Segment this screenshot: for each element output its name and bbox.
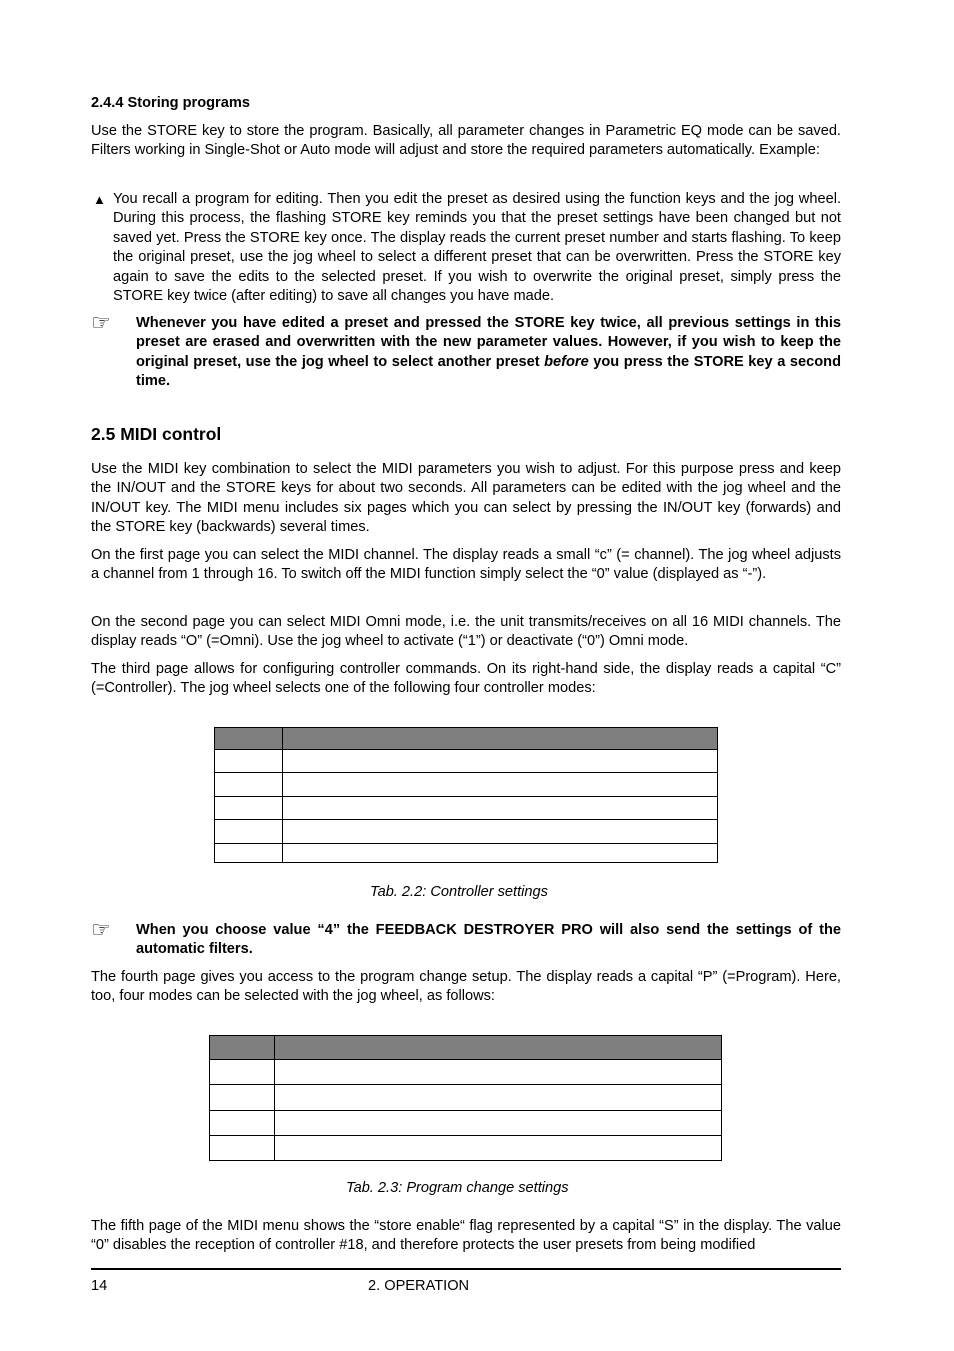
store-warning-text-end: you press the STORE key a second time. <box>136 353 841 390</box>
store-warning-note <box>136 314 841 392</box>
table-cell <box>283 750 718 773</box>
table-header-cell <box>210 1036 275 1060</box>
store-enable-paragraph: The fifth page of the MIDI menu shows the “store enable“ flag represented by a capital “S” in the display. The value “0” disables the reception of controller #18, and therefore protects the user presets from being modified <box>91 1218 841 1254</box>
pointing-hand-icon: ☞ <box>91 917 111 942</box>
page-number: 14 <box>91 1278 108 1294</box>
controller-settings-table <box>214 727 718 863</box>
table-cell <box>283 820 718 844</box>
table-cell <box>215 820 283 844</box>
table-cell <box>210 1111 275 1136</box>
table-cell <box>210 1060 275 1085</box>
table-cell <box>283 773 718 797</box>
table-cell <box>283 797 718 820</box>
controller-table-caption: Tab. 2.2: Controller settings <box>370 884 548 900</box>
midi-omni-paragraph: On the second page you can select MIDI Omni mode, i.e. the unit transmits/receives on all 16 MIDI channels. The display reads “O” (=Omni). Use the jog wheel to activate (“1”) or deactivate (“0”) Omni mode. <box>91 614 841 650</box>
table-header-cell <box>283 728 718 750</box>
table-cell <box>215 797 283 820</box>
program-table-caption: Tab. 2.3: Program change settings <box>346 1180 569 1196</box>
storing-intro-paragraph: Use the STORE key to store the program. Basically, all parameter changes in Parametric EQ mode can be saved. Filters working in Single-Shot or Auto mode will adjust and store the required parameters automatically. Example: <box>91 123 841 159</box>
footer-divider <box>91 1268 841 1270</box>
section-heading-midi-control: 2.5 MIDI control <box>91 424 222 444</box>
triangle-bullet-icon: ▲ <box>93 192 106 207</box>
table-cell <box>275 1060 722 1085</box>
table-cell <box>215 773 283 797</box>
table-cell <box>275 1136 722 1161</box>
table-cell <box>210 1085 275 1111</box>
program-change-table <box>209 1035 722 1161</box>
pointing-hand-icon: ☞ <box>91 310 111 335</box>
store-warning-text: Whenever you have edited a preset and pressed the STORE key twice, all previous settings in this preset are erased and overwritten with the new parameter values. However, if you wish to keep the original preset, use the jog wheel to select another preset <box>136 315 841 370</box>
table-cell <box>215 750 283 773</box>
table-cell <box>275 1085 722 1111</box>
table-cell <box>283 844 718 863</box>
midi-controller-paragraph: The third page allows for configuring controller commands. On its right-hand side, the display reads a capital “C” (=Controller). The jog wheel selects one of the following four controller modes: <box>91 661 841 697</box>
feedback-destroyer-note: When you choose value “4” the FEEDBACK DESTROYER PRO will also send the settings of the automatic filters. <box>136 922 841 958</box>
table-cell <box>215 844 283 863</box>
table-cell <box>210 1136 275 1161</box>
storing-example-bullet: You recall a program for editing. Then you edit the preset as desired using the function keys and the jog wheel. During this process, the flashing STORE key reminds you that the preset settings have been changed but not saved yet. Press the STORE key once. The display reads the current preset number and starts flashing. To keep the original preset, use the jog wheel to select a different preset that can be overwritten. Press the STORE key again to save the edits to the selected preset. If you wish to overwrite the original preset, simply press the STORE key twice (after editing) to save all changes you have made. <box>113 191 841 305</box>
midi-channel-paragraph: On the first page you can select the MIDI channel. The display reads a small “c” (= channel). The jog wheel adjusts a channel from 1 through 16. To switch off the MIDI function simply select the “0” value (displayed as “-”). <box>91 547 841 583</box>
table-cell <box>275 1111 722 1136</box>
table-header-cell <box>215 728 283 750</box>
store-warning-emphasis: before <box>544 353 589 370</box>
chapter-title: 2. OPERATION <box>368 1278 470 1294</box>
program-change-paragraph: The fourth page gives you access to the program change setup. The display reads a capital “P” (=Program). Here, too, four modes can be selected with the jog wheel, as follows: <box>91 969 841 1005</box>
midi-intro-paragraph: Use the MIDI key combination to select the MIDI parameters you wish to adjust. For this purpose press and keep the IN/OUT and the STORE keys for about two seconds. All parameters can be edited with the jog wheel and the IN/OUT key. The MIDI menu includes six pages which you can select by pressing the IN/OUT key (forwards) and the STORE key (backwards) several times. <box>91 461 841 536</box>
section-heading-storing-programs: 2.4.4 Storing programs <box>91 95 250 111</box>
table-header-cell <box>275 1036 722 1060</box>
